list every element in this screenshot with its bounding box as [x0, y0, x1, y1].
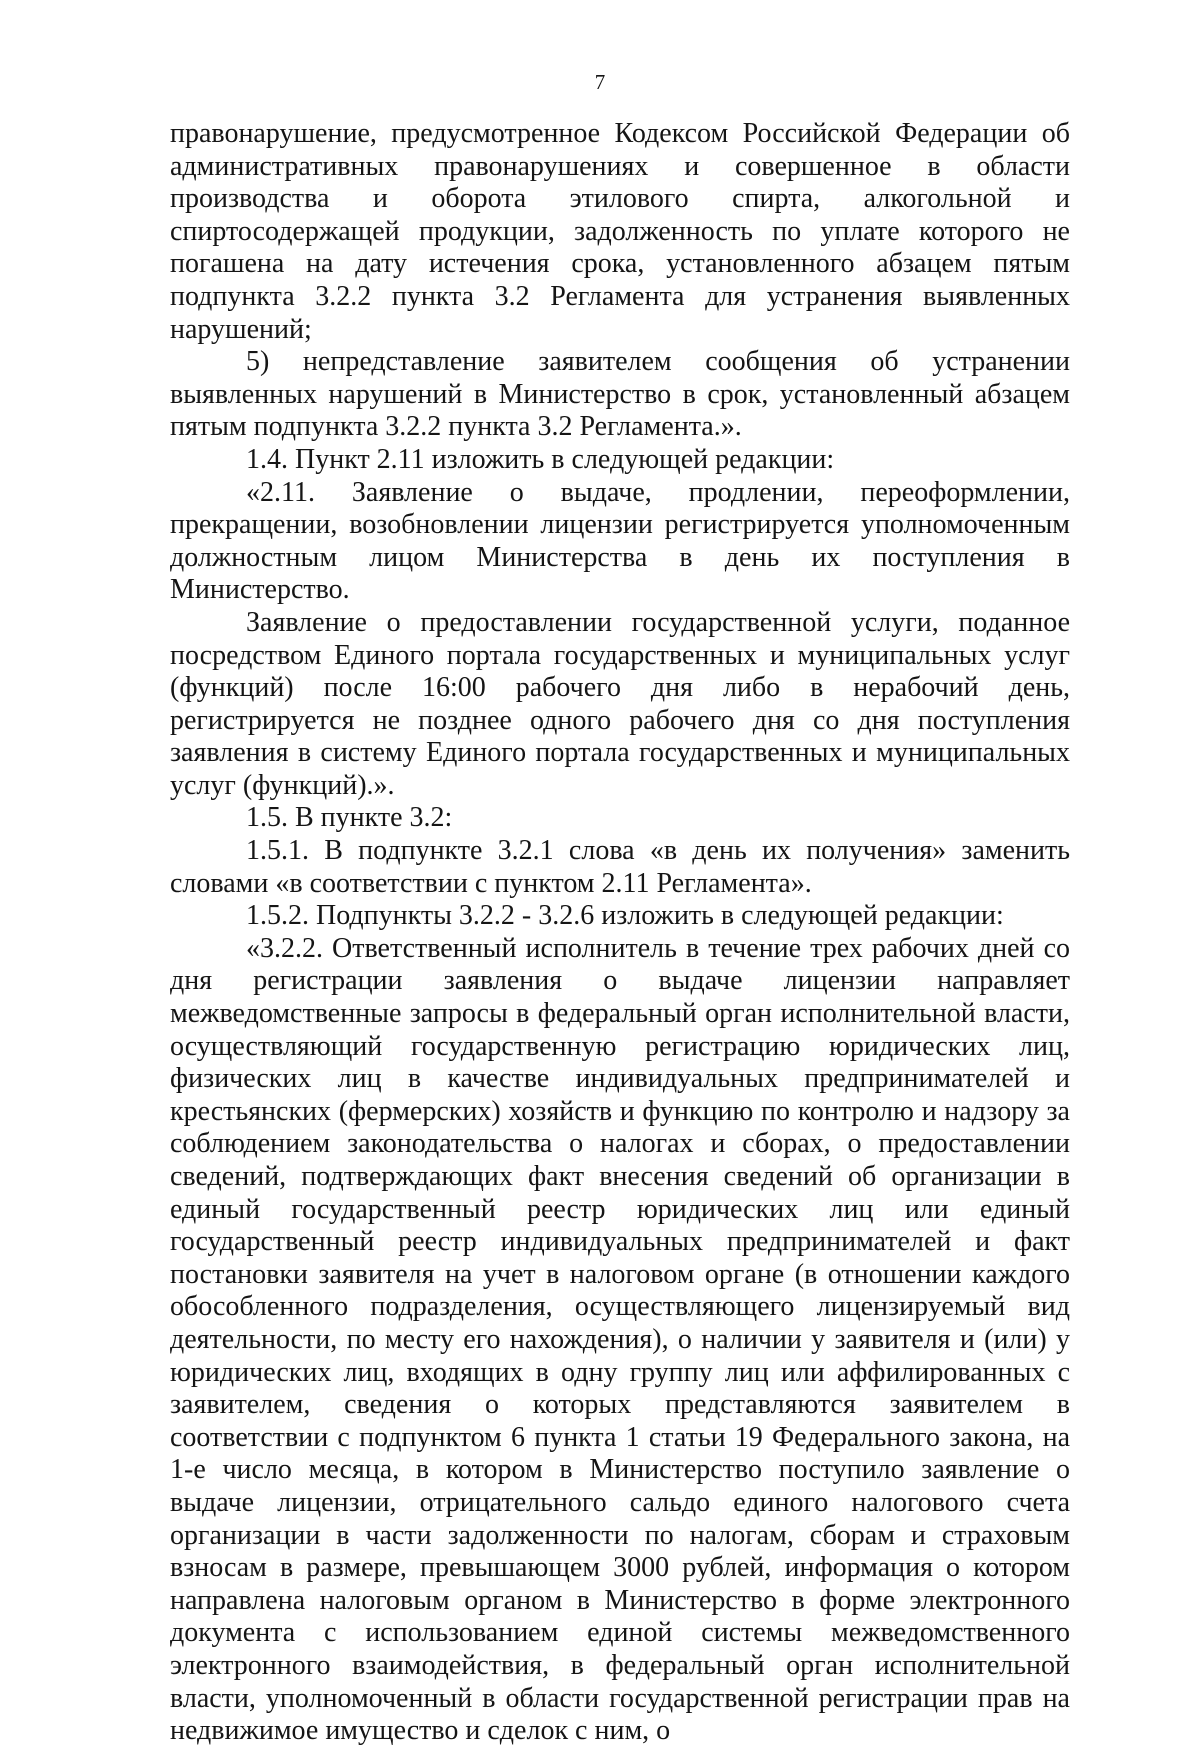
- paragraph-1: правонарушение, предусмотренное Кодексом Российской Федерации об административных правонарушениях и совершенное в области производства и оборота этилового спирта, алкогольной и спиртосодержащей продукции, задолженность по уплате которого не погашена на дату истечения срока, установленного абзацем пятым подпункта 3.2.2 пункта 3.2 Регламента для устранения выявленных нарушений;: [170, 118, 1070, 345]
- paragraph-8: 1.5.2. Подпункты 3.2.2 - 3.2.6 изложить в следующей редакции:: [246, 900, 1004, 932]
- paragraph-2: 5) непредставление заявителем сообщения об устранении выявленных нарушений в Министерство в срок, установленный абзацем пятым подпункта 3.2.2 пункта 3.2 Регламента.».: [170, 346, 1070, 443]
- page-number: 7: [594, 70, 606, 94]
- paragraph-5: Заявление о предоставлении государственной услуги, поданное посредством Единого портала государственных и муниципальных услуг (функций) после 16:00 рабочего дня либо в нерабочий день, регистрируется не позднее одного рабочего дня со дня поступления заявления в систему Единого портала государственных и муниципальных услуг (функций).».: [170, 606, 1070, 801]
- paragraph-3: 1.4. Пункт 2.11 изложить в следующей редакции:: [246, 443, 835, 475]
- paragraph-7: 1.5.1. В подпункте 3.2.1 слова «в день их получения» заменить словами «в соответствии с пунктом 2.11 Регламента».: [170, 835, 1070, 899]
- paragraph-4: «2.11. Заявление о выдаче, продлении, переоформлении, прекращении, возобновлении лицензии регистрируется уполномоченным должностным лицом Министерства в день их поступления в Министерство.: [170, 476, 1070, 606]
- document-body: [170, 118, 1070, 1748]
- paragraph-6: 1.5. В пункте 3.2:: [246, 802, 453, 834]
- paragraph-9: «3.2.2. Ответственный исполнитель в течение трех рабочих дней со дня регистрации заявления о выдаче лицензии направляет межведомственные запросы в федеральный орган исполнительной власти, осуществляющий государственную регистрацию юридических лиц, физических лиц в качестве индивидуальных предпринимателей и крестьянских (фермерских) хозяйств и функцию по контролю и надзору за соблюдением законодательства о налогах и сборах, о предоставлении сведений, подтверждающих факт внесения сведений об организации в единый государственный реестр юридических лиц или единый государственный реестр индивидуальных предпринимателей и факт постановки заявителя на учет в налоговом органе (в отношении каждого обособленного подразделения, осуществляющего лицензируемый вид деятельности, по месту его нахождения), о наличии у заявителя и (или) у юридических лиц, входящих в одну группу лиц или аффилированных с заявителем, сведения о которых представляются заявителем в соответствии с подпунктом 6 пункта 1 статьи 19 Федерального закона, на 1-е число месяца, в котором в Министерство поступило заявление о выдаче лицензии, отрицательного сальдо единого налогового счета организации в части задолженности по налогам, сборам и страховым взносам в размере, превышающем 3000 рублей, информация о котором направлена налоговым органом в Министерство в форме электронного документа с использованием единой системы межведомственного электронного взаимодействия, в федеральный орган исполнительной власти, уполномоченный в области государственной регистрации прав на недвижимое имущество и сделок с ним, о: [170, 932, 1070, 1747]
